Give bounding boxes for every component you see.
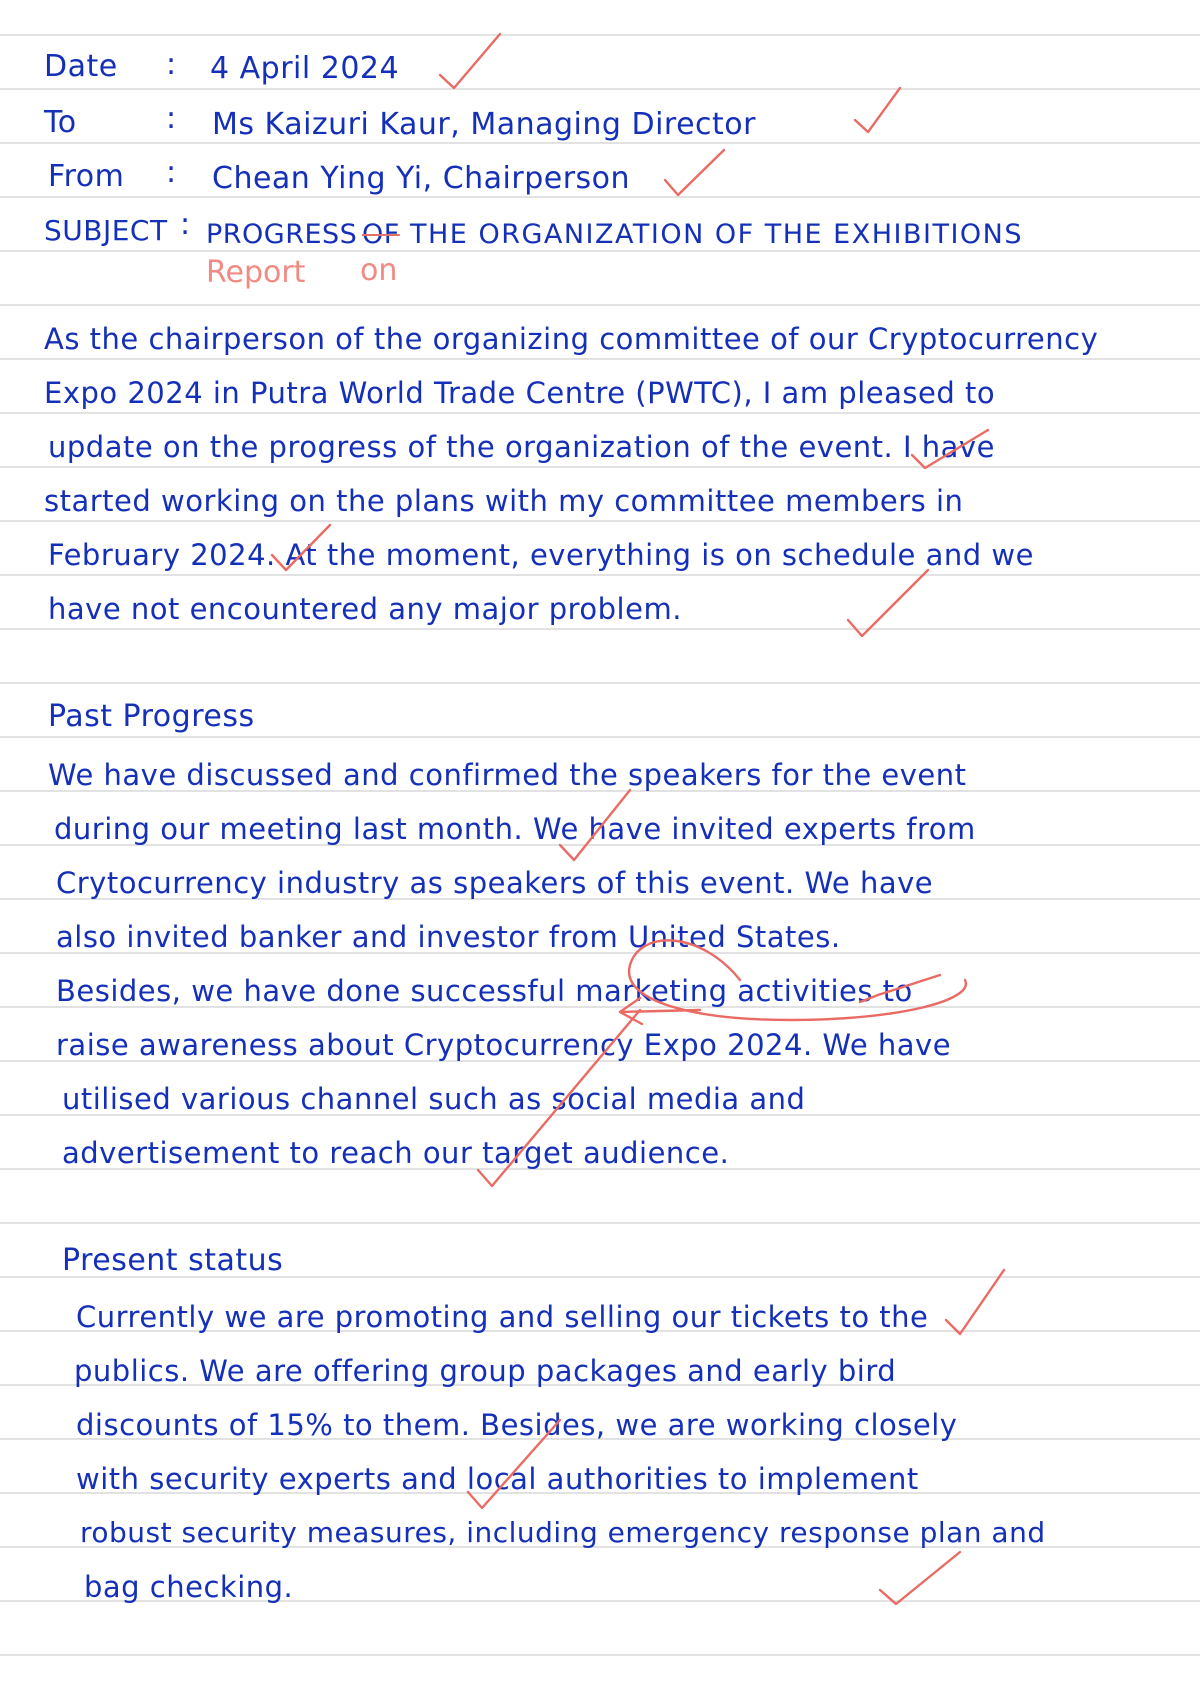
- to-separator: :: [166, 101, 177, 136]
- intro-line: have not encountered any major problem.: [48, 592, 682, 626]
- present-line: discounts of 15% to them. Besides, we are working closely: [76, 1408, 958, 1442]
- date-label: Date: [44, 49, 118, 84]
- present-status-heading: Present status: [62, 1243, 284, 1278]
- intro-line: started working on the plans with my committee members in: [44, 484, 964, 518]
- past-line: raise awareness about Cryptocurrency Expo 2024. We have: [56, 1028, 952, 1062]
- present-line: publics. We are offering group packages and early bird: [74, 1354, 897, 1388]
- intro-line: As the chairperson of the organizing committee of our Cryptocurrency: [44, 322, 1099, 356]
- date-value: 4 April 2024: [210, 51, 400, 86]
- subject-separator: :: [180, 207, 191, 242]
- subject-rest: THE ORGANIZATION OF THE EXHIBITIONS: [410, 219, 1024, 250]
- past-line: utilised various channel such as social media and: [62, 1082, 806, 1116]
- past-line: Besides, we have done successful marketing activities to: [56, 974, 913, 1008]
- past-progress-heading: Past Progress: [48, 699, 255, 734]
- correction-report: Report: [206, 255, 306, 290]
- subject-label: SUBJECT: [44, 214, 168, 247]
- present-line: bag checking.: [84, 1570, 294, 1604]
- from-label: From: [48, 159, 125, 194]
- past-line: We have discussed and confirmed the speakers for the event: [48, 758, 967, 792]
- intro-line: update on the progress of the organization of the event. I have: [48, 430, 995, 464]
- intro-line: Expo 2024 in Putra World Trade Centre (PWTC), I am pleased to: [44, 376, 996, 410]
- subject-struck-word: OF: [362, 219, 400, 250]
- present-line: with security experts and local authorities to implement: [76, 1462, 919, 1496]
- to-value: Ms Kaizuri Kaur, Managing Director: [212, 107, 756, 142]
- past-line: during our meeting last month. We have invited experts from: [54, 812, 976, 846]
- past-line: advertisement to reach our target audience.: [62, 1136, 730, 1170]
- past-line: Crytocurrency industry as speakers of this event. We have: [56, 866, 934, 900]
- past-line: also invited banker and investor from United States.: [56, 920, 841, 954]
- date-separator: :: [166, 47, 177, 82]
- from-value: Chean Ying Yi, Chairperson: [212, 161, 631, 196]
- from-separator: :: [166, 155, 177, 190]
- intro-line: February 2024. At the moment, everything is on schedule and we: [48, 538, 1034, 572]
- to-label: To: [44, 105, 77, 140]
- subject-word-progress: PROGRESS: [206, 219, 358, 250]
- present-line: robust security measures, including emergency response plan and: [80, 1516, 1046, 1549]
- correction-on: on: [360, 253, 398, 288]
- present-line: Currently we are promoting and selling our tickets to the: [76, 1300, 929, 1334]
